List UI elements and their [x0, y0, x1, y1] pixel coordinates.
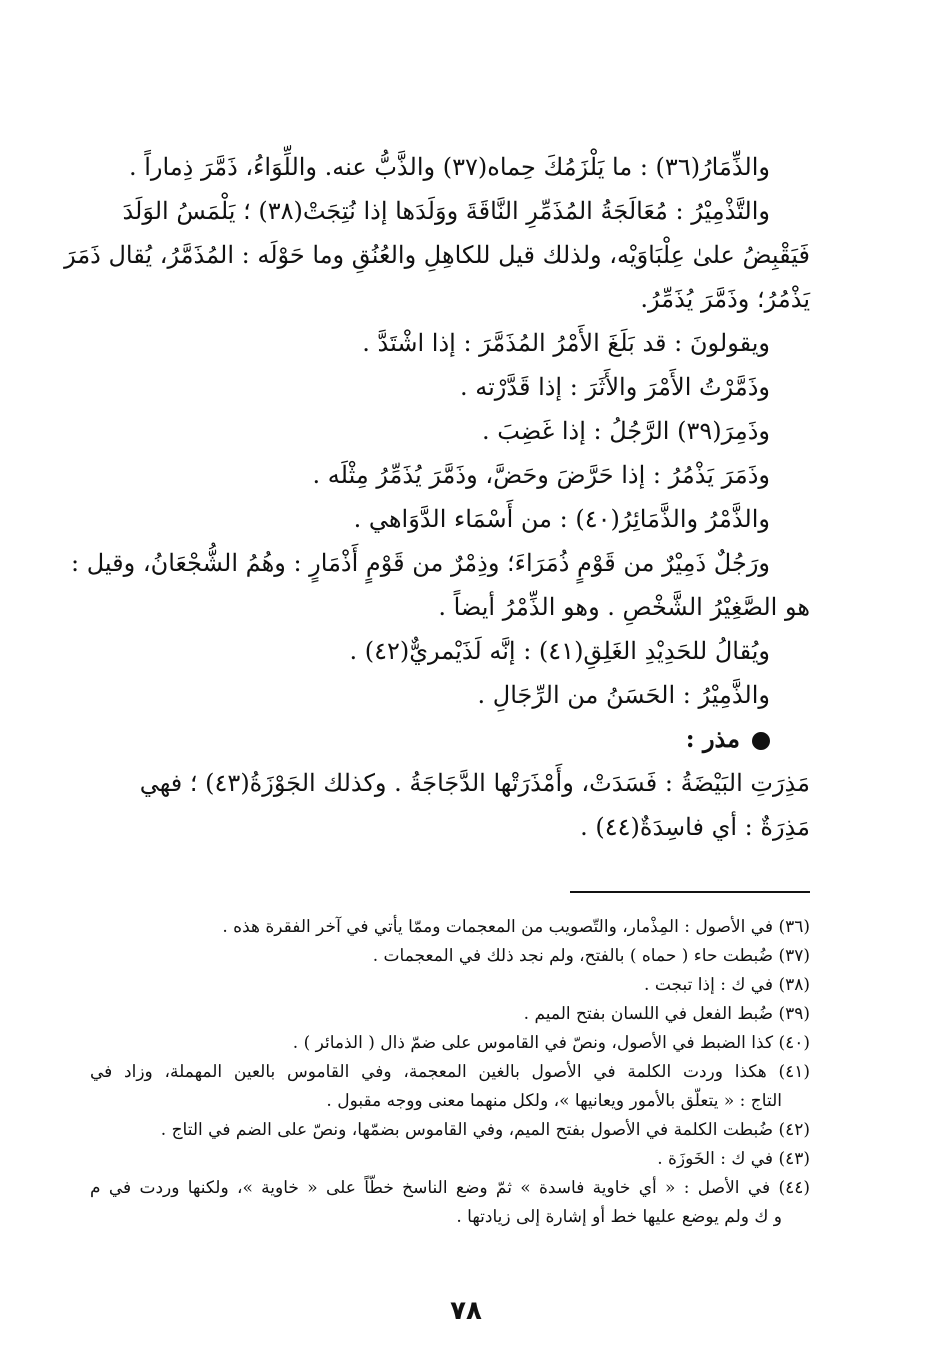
text-line: والتَّذْمِيْرُ : مُعَالَجَةُ المُذَمِّرِ النَّاقَةَ ووَلَدَها إذا نُتِجَتْ(٣٨) ؛ يَلْمَسُ الوَلَدَ — [122, 197, 770, 225]
text-line: مَذِرَتِ البَيْضَةُ : فَسَدَتْ، وأَمْذَرَتْها الدَّجَاجَةُ . وكذلك الجَوْزَةُ(٤٣) ؛ فهي — [139, 769, 810, 797]
text-line: وذَمَرَ يَذْمُرُ : إذا حَرَّضَ وحَضَّ، وذَمَّرَ يُذَمِّرُ مِثْلَه . — [312, 461, 770, 489]
text-line: والذَّمْرُ والذَّمَائِرُ(٤٠) : من أَسْمَاء الدَّوَاهي . — [353, 505, 770, 533]
text-line: يَذْمُرُ؛ وذَمَّرَ يُذَمِّرُ. — [640, 285, 810, 313]
text-line: والذِّمَارُ(٣٦) : ما يَلْزَمُكَ حِماه(٣٧) والذَّبُّ عنه. واللِّوَاءُ، ذَمَّرَ ذِماراً . — [128, 153, 770, 181]
text-line: فَيَقْبِضُ علىٰ عِلْبَاوَيْه، ولذلك قيل للكاهِلِ والعُنُقِ وما حَوْلَه : المُذَمَّرُ، يُقال ذَمَرَ — [64, 241, 810, 269]
text-line: هو الصَّغِيْرُ الشَّخْصِ . وهو الذِّمْرُ أيضاً . — [438, 593, 810, 621]
bullet-icon — [752, 732, 770, 750]
text-line: مَذِرَةٌ : أي فاسِدَةٌ(٤٤) . — [580, 813, 810, 841]
section-heading — [150, 717, 810, 761]
footnote: (٤١) هكذا وردت الكلمة في الأصول بالغين المعجمة، وفي القاموس بالعين المهملة، وزاد في — [90, 1062, 810, 1082]
text-line: وذَمِرَ(٣٩) الرَّجُلُ : إذا غَضِبَ . — [482, 417, 770, 445]
footnote: (٤٠) كذا الضبط في الأصول، ونصّ في القاموس على ضمّ ذال ( الذمائر ) . — [292, 1033, 810, 1053]
footnote-continuation: و ك ولم يوضع عليها خط أو إشارة إلى زيادتها . — [456, 1207, 782, 1227]
footnote: (٣٧) ضُبطت حاء ( حماه ) بالفتح، ولم نجد ذلك في المعجمات . — [372, 946, 810, 966]
footnote: (٤٣) في ك : الخَوزَة . — [657, 1149, 810, 1169]
footnote-continuation: التاج : « يتعلّق بالأمور ويعانيها »، ولكل منهما معنى ووجه مقبول . — [326, 1091, 782, 1111]
text-line: ويقولونَ : قد بَلَغَ الأَمْرُ المُذَمَّرَ : إذا اشْتَدَّ . — [362, 329, 770, 357]
text-line: وذَمَّرْتُ الأَمْرَ والأَثَرَ : إذا قَدَّرْته . — [459, 373, 770, 401]
footnote: (٤٤) في الأصل : « أي خاوية فاسدة » ثمّ وضع الناسخ خطّاً على « خاوية »، ولكنها وردت في م — [90, 1178, 810, 1198]
footnote: (٤٢) ضُبطت الكلمة في الأصول بفتح الميم، وفي القاموس بضمّها، ونصّ على الضم في التاج . — [160, 1120, 810, 1140]
text-line: والذَّمِيْرُ : الحَسَنُ من الرِّجَالِ . — [477, 681, 770, 709]
footnote: (٣٩) ضُبط الفعل في اللسان بفتح الميم . — [523, 1004, 810, 1024]
footnotes — [90, 913, 810, 1232]
footnote: (٣٦) في الأصول : المِذْمار، والتّصويب من المعجمات وممّا يأتي في آخر الفقرة هذه . — [222, 917, 810, 937]
section-heading-label: مذر : — [685, 724, 740, 753]
text-line: ورَجُلٌ ذَمِيْرٌ من قَوْمٍ ذُمَرَاءَ؛ وذِمْرٌ من قَوْمٍ أَذْمَارٍ : وهُمُ الشُّجْعَانُ، وقيل : — [71, 549, 770, 577]
page-number: ٧٨ — [450, 1296, 482, 1326]
footnote-separator — [570, 891, 810, 893]
main-text — [64, 145, 810, 849]
text-line: ويُقالُ للحَدِيْدِ الغَلِقِ(٤١) : إنَّه لَذَيْمريٌّ(٤٢) . — [349, 637, 770, 665]
footnote: (٣٨) في ك : إذا تبجت . — [644, 975, 810, 995]
